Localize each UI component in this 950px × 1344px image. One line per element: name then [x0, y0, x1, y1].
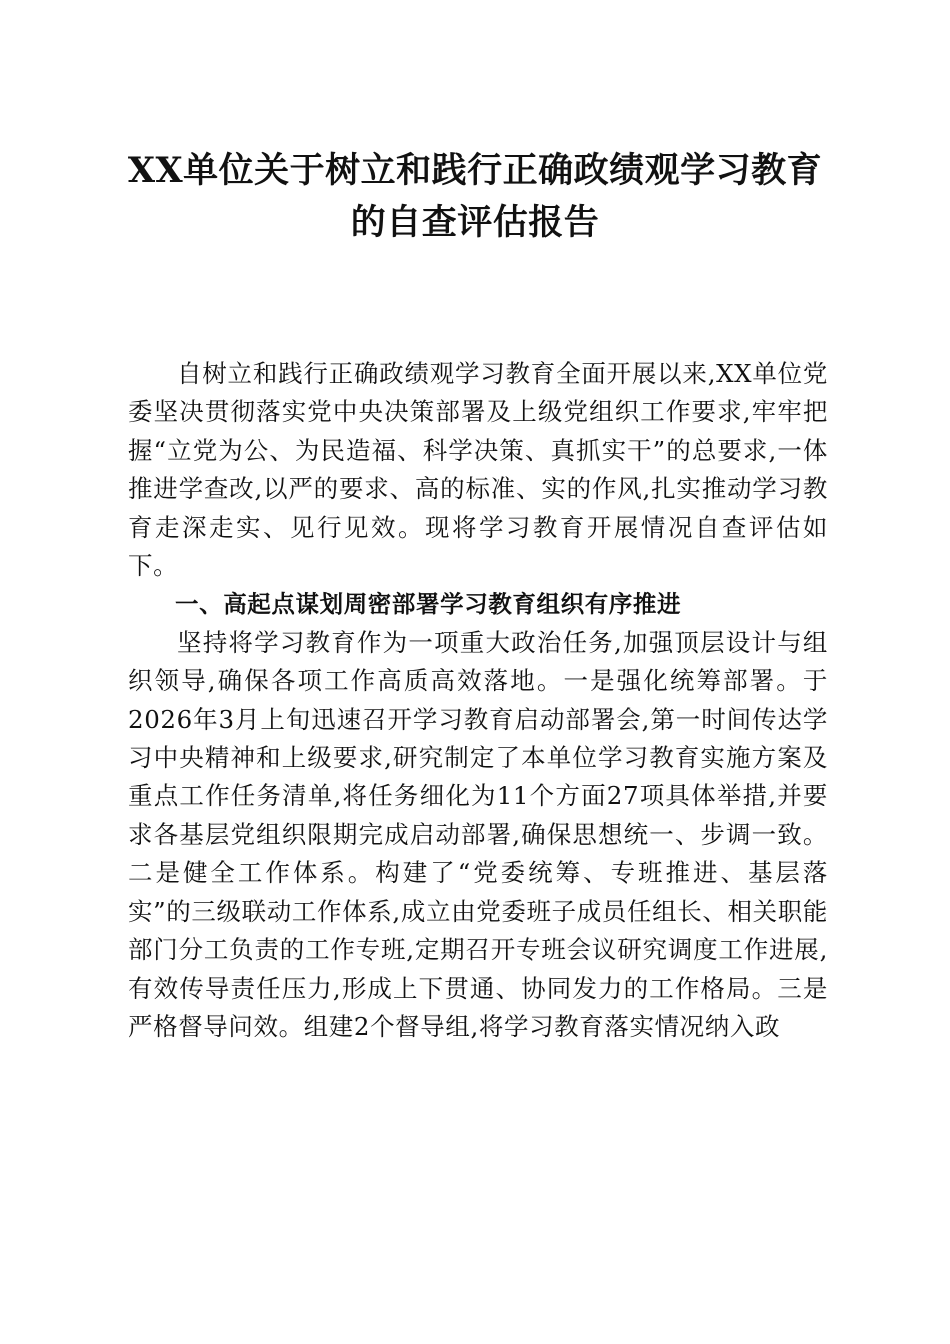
intro-paragraph: 自树立和践行正确政绩观学习教育全面开展以来,XX单位党委坚决贯彻落实党中央决策部署及上级党组织工作要求,牢牢把握“立党为公、为民造福、科学决策、真抓实干”的总要求,一体推进学查改,以严的要求、高的标准、实的作风,扎实推动学习教育走深走实、见行见效。现将学习教育开展情况自查评估如下。 [128, 359, 828, 581]
document-body [128, 355, 828, 1046]
document-title-line-2: 的自查评估报告 [350, 202, 600, 243]
document-title [100, 145, 850, 249]
document-title-line-1: XX单位关于树立和践行正确政绩观学习教育 [127, 150, 823, 191]
section-1-paragraph: 坚持将学习教育作为一项重大政治任务,加强顶层设计与组织领导,确保各项工作高质高效落地。一是强化统筹部署。于2026年3月上旬迅速召开学习教育启动部署会,第一时间传达学习中央精神和上级要求,研究制定了本单位学习教育实施方案及重点工作任务清单,将任务细化为11个方面27项具体举措,并要求各基层党组织限期完成启动部署,确保思想统一、步调一致。二是健全工作体系。构建了“党委统筹、专班推进、基层落实”的三级联动工作体系,成立由党委班子成员任组长、相关职能部门分工负责的工作专班,定期召开专班会议研究调度工作进展,有效传导责任压力,形成上下贯通、协同发力的工作格局。三是严格督导问效。组建2个督导组,将学习教育落实情况纳入政 [128, 627, 828, 1041]
section-heading-1: 一、高起点谋划周密部署学习教育组织有序推进 [175, 590, 682, 619]
